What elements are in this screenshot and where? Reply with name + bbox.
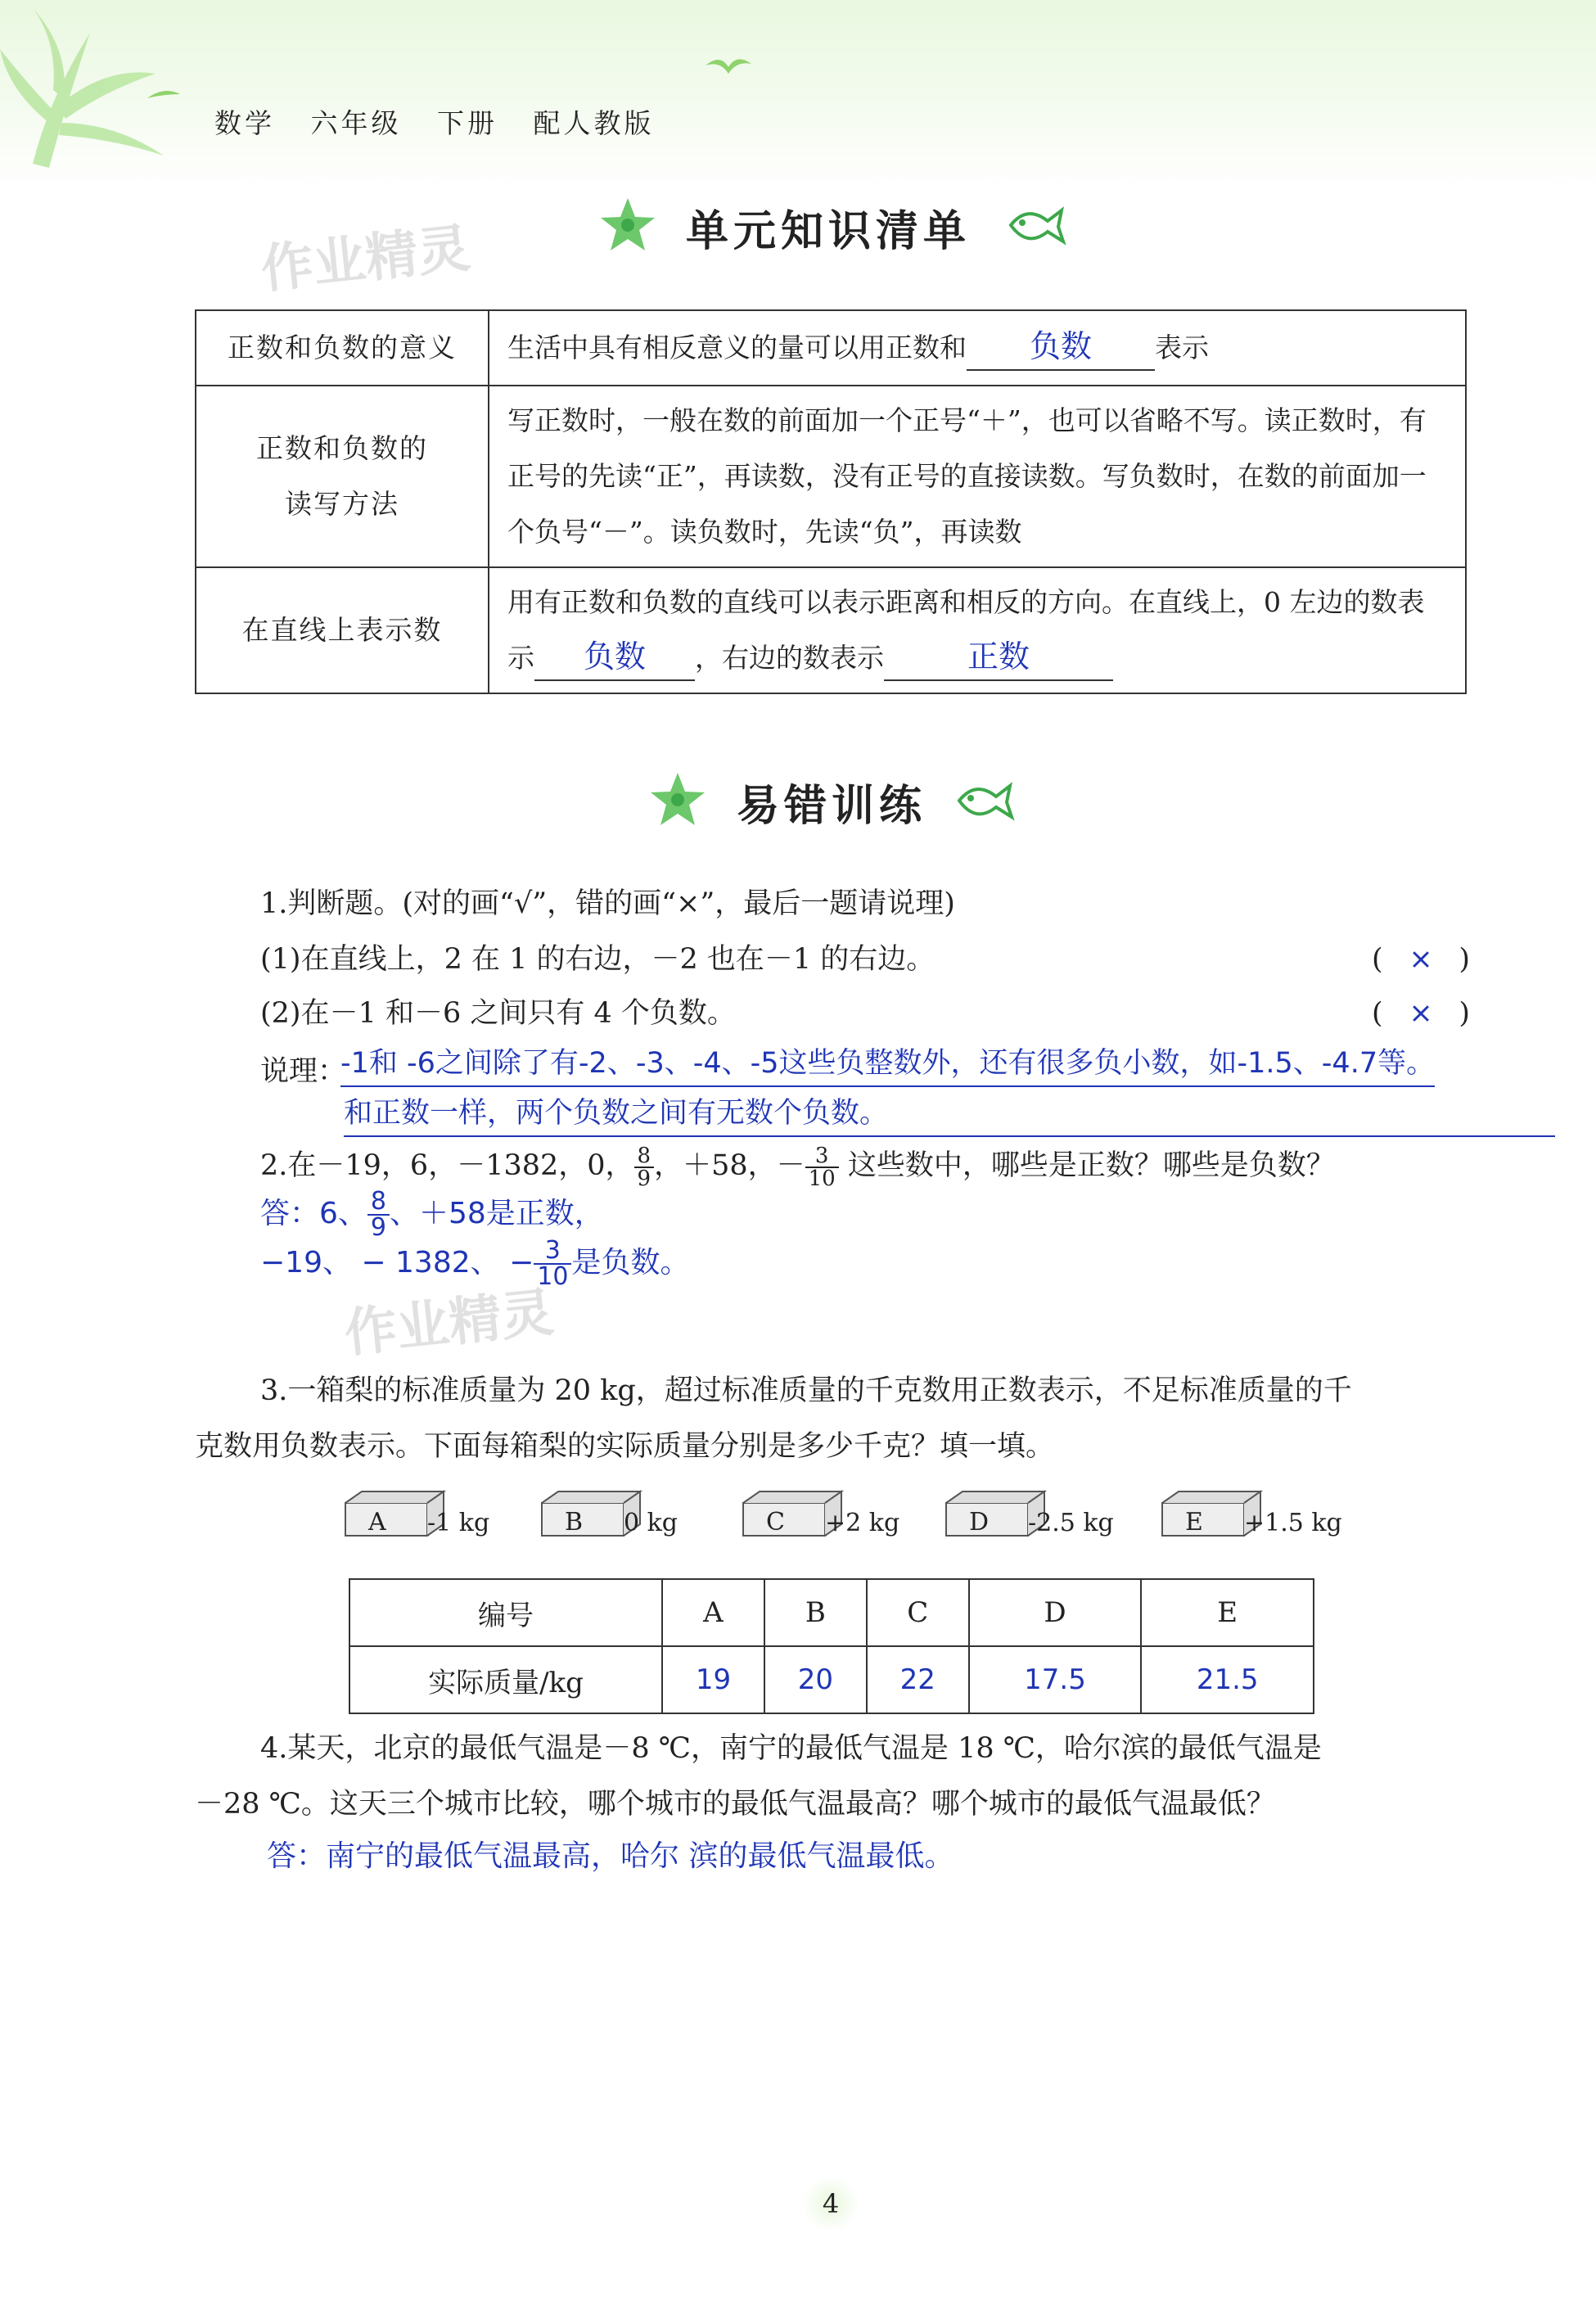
answer-cell: 20 <box>764 1646 867 1713</box>
frac-denominator: 9 <box>370 1213 386 1242</box>
judgement-mark: × <box>1409 997 1433 1030</box>
fraction <box>634 1145 655 1189</box>
watermark: 作业精灵 <box>341 1282 557 1365</box>
q4-line-2: －28 ℃。这天三个城市比较，哪个城市的最低气温最高？哪个城市的最低气温最低？ <box>195 1788 1275 1821</box>
box-value: 0 kg <box>624 1509 679 1537</box>
box-label: C <box>766 1508 785 1537</box>
table-row <box>349 1646 1314 1713</box>
answer-text: 答：6、 <box>260 1197 367 1230</box>
frac-denominator: 10 <box>537 1262 569 1291</box>
section-title-mistakes: 易错训练 <box>737 782 927 831</box>
judgement-mark: × <box>1409 943 1433 976</box>
fraction <box>367 1189 390 1240</box>
term-cell: 在直线上表示数 <box>196 567 489 693</box>
explain-line-2: 和正数一样，两个负数之间有无数个负数。 <box>344 1091 1555 1137</box>
edition: 配人教版 <box>533 107 655 139</box>
grade: 六年级 <box>310 107 402 139</box>
q3-line-1: 3.一箱梨的标准质量为 20 kg，超过标准质量的千克数用正数表示，不足标准质量的千 <box>260 1374 1352 1407</box>
bird-icon <box>704 49 753 82</box>
answer-cell: 22 <box>867 1646 969 1713</box>
answer-blank: 正数 <box>884 634 1113 681</box>
term-cell <box>196 386 489 567</box>
q2-stem-text: 这些数中，哪些是正数？哪些是负数？ <box>838 1149 1335 1182</box>
explain-label: 说理： <box>260 1055 347 1088</box>
table-header-cell: D <box>969 1579 1142 1646</box>
answer-cell: 21.5 <box>1141 1646 1314 1713</box>
palm-leaf-decoration <box>0 0 270 188</box>
desc-cell <box>489 567 1466 693</box>
table-header-cell: E <box>1141 1579 1314 1646</box>
box-value: +1.5 kg <box>1244 1509 1342 1537</box>
desc-text: 用有正数和负数的直线可以表示距离和相反的方向。在直线上，0 左边的数表示 <box>507 586 1425 674</box>
box-label: A <box>368 1508 386 1537</box>
frac-numerator: 3 <box>534 1239 571 1265</box>
row-label-cell: 实际质量/kg <box>349 1646 662 1713</box>
frac-denominator: 10 <box>808 1166 836 1191</box>
q2-stem-text: ，＋58，－ <box>654 1149 805 1182</box>
pear-box-a <box>337 1488 489 1537</box>
subject: 数学 <box>214 107 275 139</box>
box-label: B <box>565 1508 584 1537</box>
knowledge-table <box>195 309 1467 694</box>
desc-cell <box>489 310 1466 386</box>
table-row <box>196 310 1466 386</box>
watermark: 作业精灵 <box>258 218 473 301</box>
fish-icon <box>1003 201 1068 250</box>
table-header-cell: 编号 <box>349 1579 662 1646</box>
desc-text: 生活中具有相反意义的量可以用正数和 <box>507 332 967 363</box>
term-line: 读写方法 <box>285 488 399 520</box>
q1-item-1: (1)在直线上，2 在 1 的右边，－2 也在－1 的右边。 <box>260 943 936 976</box>
pear-box-c <box>735 1488 899 1537</box>
desc-cell: 写正数时，一般在数的前面加一个正号“＋”，也可以省略不写。读正数时，有正号的先读“正”，再读数，没有正号的直接读数。写负数时，在数的前面加一个负号“－”。读负数时，先读“负”，再读数 <box>489 386 1466 567</box>
q4-answer: 答：南宁的最低气温最高，哈尔 滨的最低气温最低。 <box>267 1839 954 1873</box>
pear-box-d <box>938 1488 1114 1537</box>
q4-line-1: 4.某天，北京的最低气温是－8 ℃，南宁的最低气温是 18 ℃，哈尔滨的最低气温是 <box>260 1732 1322 1765</box>
paren-open: ( <box>1372 943 1383 976</box>
paren-open: ( <box>1372 997 1383 1030</box>
table-header-cell: A <box>662 1579 764 1646</box>
desc-text: 表示 <box>1155 332 1209 363</box>
box-label: E <box>1185 1508 1203 1537</box>
table-row <box>349 1579 1314 1646</box>
paren-close: ) <box>1458 997 1470 1030</box>
answer-cell: 17.5 <box>969 1646 1142 1713</box>
answer-cell: 19 <box>662 1646 764 1713</box>
q1-item-2-answer <box>1372 986 1470 1041</box>
frac-numerator: 8 <box>367 1189 390 1216</box>
table-row <box>196 567 1466 693</box>
mass-table <box>349 1578 1314 1714</box>
q1-stem: 1.判断题。(对的画“√”，错的画“×”，最后一题请说理) <box>260 887 955 920</box>
box-label: D <box>969 1508 990 1537</box>
table-header-cell: B <box>764 1579 867 1646</box>
fraction <box>805 1145 839 1189</box>
table-header-cell: C <box>867 1579 969 1646</box>
box-value: -1 kg <box>427 1509 490 1537</box>
star-flower-icon <box>649 771 706 828</box>
box-value: -2.5 kg <box>1028 1509 1114 1537</box>
section-title-knowledge: 单元知识清单 <box>686 207 972 256</box>
term-line: 正数和负数的 <box>256 432 428 464</box>
frac-denominator: 9 <box>637 1166 651 1191</box>
answer-text: 、＋58是正数， <box>390 1197 604 1230</box>
q2-stem-text: 2.在－19，6，－1382，0， <box>260 1149 634 1182</box>
star-flower-icon <box>599 196 656 254</box>
answer-blank: 负数 <box>967 323 1155 371</box>
volume: 下册 <box>436 107 498 139</box>
pear-box-e <box>1154 1488 1342 1537</box>
fish-icon <box>951 776 1017 825</box>
q1-item-1-answer <box>1372 932 1470 987</box>
term-cell: 正数和负数的意义 <box>196 310 489 386</box>
q3-line-2: 克数用负数表示。下面每箱梨的实际质量分别是多少千克？填一填。 <box>195 1430 1055 1463</box>
answer-text: −19、 − 1382、 − <box>260 1246 534 1279</box>
box-value: +2 kg <box>825 1509 900 1537</box>
answer-text: 是负数。 <box>571 1246 690 1279</box>
page-number: 4 <box>802 2179 859 2228</box>
table-row <box>196 386 1466 567</box>
q1-item-2: (2)在－1 和－6 之间只有 4 个负数。 <box>260 997 736 1030</box>
paren-close: ) <box>1458 943 1470 976</box>
pear-box-b <box>534 1488 678 1537</box>
book-info <box>214 102 654 141</box>
desc-text: ，右边的数表示 <box>695 642 884 674</box>
explain-line-1: -1和 -6之间除了有-2、-3、-4、-5这些负整数外，还有很多负小数，如-1.5、-4.7等。 <box>340 1041 1435 1087</box>
frac-numerator: 8 <box>634 1145 655 1168</box>
answer-blank: 负数 <box>534 634 695 681</box>
frac-numerator: 3 <box>805 1145 839 1168</box>
